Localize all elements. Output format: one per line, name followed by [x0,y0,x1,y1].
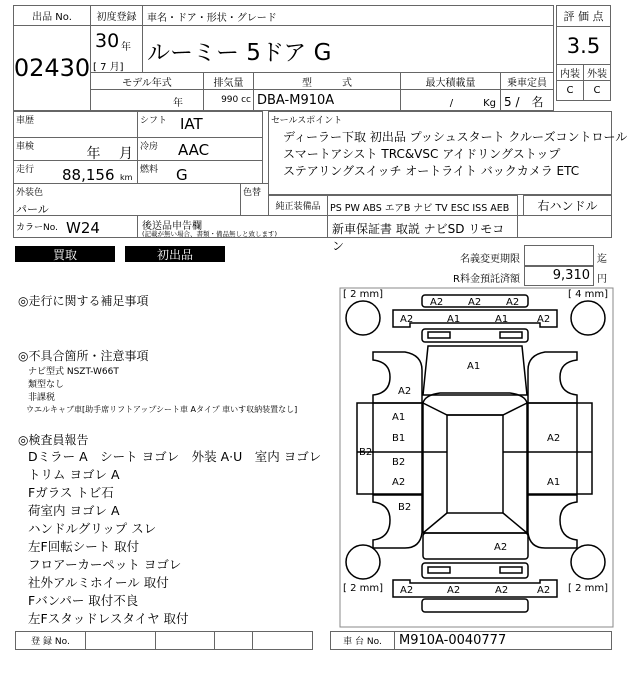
damage-code: A1 [467,361,481,372]
front-right-fender [528,352,577,403]
driving-notes-title: ◎走行に関する補足事項 [18,294,149,308]
fuel-value: G [176,166,188,184]
ac-label: 冷房 [140,142,159,152]
damage-code: A2 [537,314,551,325]
defects-title: ◎不具合箇所・注意事項 [18,349,149,363]
spec-header: 排気量 [203,72,254,90]
recycle-suffix: 円 [597,274,607,285]
sales-point-line: ディーラー下取 初出品 プッシュスタート クルーズコントロール [283,130,628,144]
steering: 右ハンドル [523,195,612,216]
damage-code: B2 [398,502,412,513]
equipment-value: PS PW ABS エアB ナビ TV ESC ISS AEB [327,195,518,216]
damage-code: A2 [447,585,461,596]
inspector-item: ハンドルグリップ スレ [28,521,157,536]
badge-first-listing: 初出品 [125,246,225,262]
interior-grade: C [556,80,584,101]
sales-point-line: ステアリングスイッチ オートライト バックカメラ ETC [283,164,580,178]
name-change-label: 名義変更期限 [460,254,520,265]
registration-cell [252,631,313,650]
grille [422,329,528,342]
inspector-item: Fガラス トビ石 [28,485,114,500]
defect-item: ウエルキャブ車[助手席リフトアップシート車 Aタイプ 車いす収納装置なし] [26,405,298,414]
headlight [500,332,522,338]
mileage-unit: km [120,173,133,182]
damage-code: A2 [392,477,406,488]
model-year: 年 [90,89,204,111]
sales-points-label: セールスポイント [271,116,343,126]
reg-month: [ 7 月] [93,62,124,73]
later-label: 後送品申告欄 [142,221,202,232]
inspector-item: Fバンパー 取付不良 [28,593,139,608]
color-label: 外装色 [16,188,44,198]
registration-cell [155,631,215,650]
inspection-value: 年 月 [86,146,133,162]
color-change-label: 色替 [243,188,262,198]
mileage-label: 走行 [16,165,35,175]
tail-light [500,567,522,573]
damage-code: A1 [392,412,406,423]
registration-cell [85,631,156,650]
later-value: 新車保証書 取説 ナビSD リモコン [327,215,518,238]
front-bar [393,310,557,327]
grade-label: 評 価 点 [556,5,611,27]
equipment-label: 純正装備品 [268,195,328,216]
capacity: 5 / 名 [500,89,554,111]
tread-front-right: [ 4 mm] [568,289,609,300]
inspector-item: Dミラー A シート ヨゴレ 外装 A·U 室内 ヨゴレ [28,449,322,464]
registration-cell [214,631,253,650]
color-no-label: カラーNo. [16,223,58,233]
damage-code: A2 [400,314,414,325]
shift-value: IAT [180,115,203,133]
rear-right-fender [528,495,577,548]
tire-rear-left [346,545,380,579]
lot-number: 02430 [13,25,91,111]
trunk [423,533,528,559]
inspector-item: 左F回転シート 取付 [28,539,140,554]
damage-code: A2 [468,297,482,308]
mileage-value: 88,156 [62,166,115,184]
chassis-number: M910A-0040777 [394,631,612,650]
defect-item: 類型なし [28,380,65,390]
damage-code: A1 [495,314,509,325]
tire-front-right [571,301,605,335]
ac-value: AAC [178,141,210,159]
windshield [423,393,527,415]
spec-header: 型 式 [253,72,401,90]
spec-header: 最大積載量 [400,72,501,90]
tread-rear-left: [ 2 mm] [343,583,384,594]
later-note: (記載が無い場合、書類・備品無しと致します) [142,230,278,238]
displacement: 990 cc [203,89,254,111]
inspector-item: フロアーカーペット ヨゴレ [28,557,182,572]
car-label: 車名・ドア・形状・グレード [142,5,554,26]
reg-year: 30 [95,30,120,52]
tread-rear-right: [ 2 mm] [568,583,609,594]
sales-point-line: スマートアシスト TRC&VSC アイドリングストップ [283,147,561,161]
damage-code: A2 [547,433,561,444]
damage-code: A2 [494,542,508,553]
rear-bar [393,580,557,597]
damage-code: B1 [392,433,406,444]
first-reg-label: 初度登録 [90,5,143,26]
inspector-item: 左Fスタッドレスタイヤ 取付 [28,611,189,626]
damage-code: A2 [495,585,509,596]
tread-front-left: [ 2 mm] [343,289,384,300]
tail-light [428,567,450,573]
headlight [428,332,450,338]
spec-header: 乗車定員 [500,72,554,90]
shift-label: シフト [140,116,168,126]
color-value: パール [16,203,49,216]
damage-code: A2 [537,585,551,596]
fuel-label: 燃料 [140,165,159,175]
rear-bumper [422,599,528,612]
max-load: / Kg [400,89,501,111]
tire-rear-right [571,545,605,579]
chassis-label: 車 台 No. [330,631,395,650]
inspection-label: 車検 [16,142,35,152]
exterior-grade: C [583,80,611,101]
damage-code: A1 [447,314,461,325]
inspector-title: ◎検査員報告 [18,433,89,447]
diagram-frame [340,288,613,627]
lot-label-text: 出品 No. [32,12,72,23]
interior-label: 内装 [556,64,584,81]
grade-score: 3.5 [556,26,611,65]
color-no-value: W24 [66,219,100,237]
inspector-item: トリム ヨゴレ A [28,467,120,482]
damage-code: A2 [398,386,412,397]
damage-code: A2 [506,297,520,308]
damage-code: A2 [400,585,414,596]
spec-header: モデル年式 [90,72,204,90]
reg-year-unit: 年 [121,42,131,53]
recycle-value: 9,310 [524,266,594,286]
defect-item: 非課税 [28,393,56,403]
history-label: 車歴 [16,116,35,126]
rear-lights [422,563,528,578]
car-name: ルーミー 5ドア G [142,25,554,73]
damage-code: A1 [547,477,561,488]
inspector-item: 荷室内 ヨゴレ A [28,503,120,518]
exterior-label: 外装 [583,64,611,81]
name-change-suffix: 迄 [597,254,607,265]
damage-code: B2 [359,447,373,458]
defect-item: ナビ型式 NSZT-W66T [28,367,119,377]
badge-kaitori: 買取 [15,246,115,262]
model-type: DBA-M910A [253,89,401,111]
registration-label: 登 録 No. [15,631,86,650]
roof [447,415,503,513]
inspector-item: 社外アルミホイール 取付 [28,575,169,590]
damage-code: A2 [430,297,444,308]
recycle-label: R料金預託済額 [453,274,520,285]
tire-front-left [346,301,380,335]
damage-code: B2 [392,457,406,468]
